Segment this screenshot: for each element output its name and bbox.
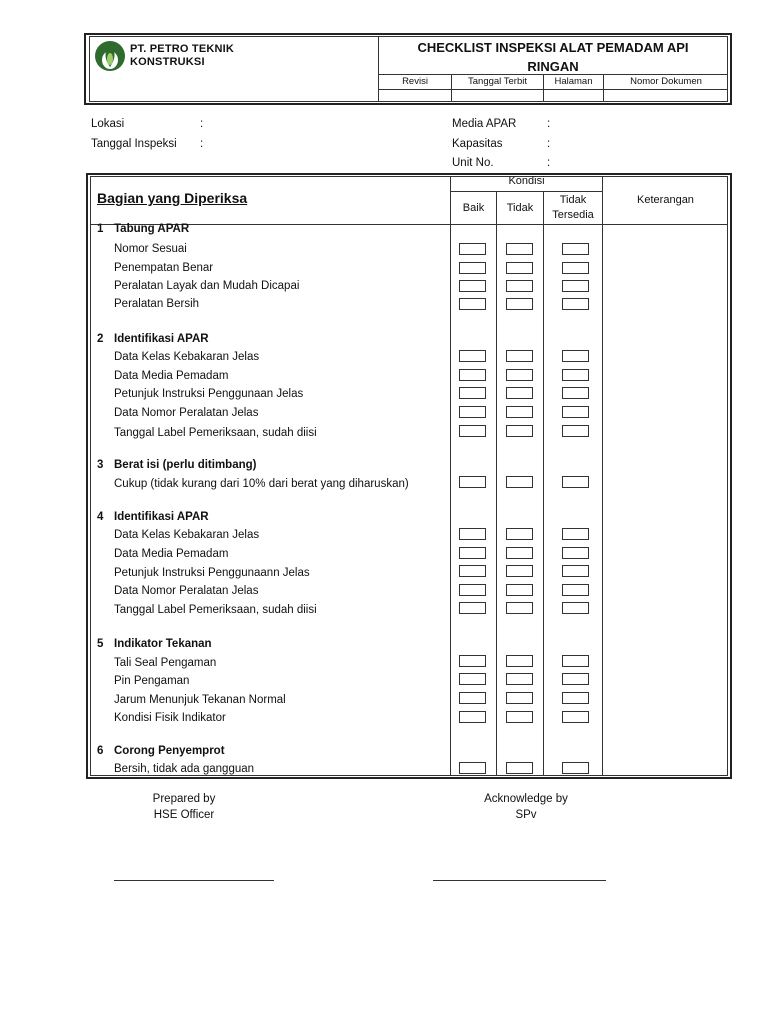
checkbox-baik[interactable] [459,262,486,274]
company-logo-icon [94,40,126,72]
checkbox-tidak[interactable] [506,547,533,559]
checkbox-tidak[interactable] [506,762,533,774]
header-meta-mid-rule [378,89,728,90]
checkbox-tidak-tersedia[interactable] [562,476,589,488]
checkbox-tidak[interactable] [506,673,533,685]
checkbox-baik[interactable] [459,476,486,488]
section-6-title: Corong Penyemprot [114,745,225,757]
checkbox-tidak[interactable] [506,425,533,437]
checkbox-tidak-tersedia[interactable] [562,655,589,667]
checklist-item: Nomor Sesuai [114,243,187,255]
checklist-item: Penempatan Benar [114,262,214,274]
checkbox-tidak[interactable] [506,711,533,723]
meta-nomor-dokumen-label: Nomor Dokumen [630,76,702,87]
checkbox-tidak[interactable] [506,298,533,310]
field-tanggal-inspeksi-colon: : [200,138,204,150]
checkbox-tidak[interactable] [506,602,533,614]
col-tidak-tersedia-header [544,193,602,223]
checkbox-tidak-tersedia[interactable] [562,243,589,255]
checkbox-tidak-tersedia[interactable] [562,762,589,774]
checkbox-baik[interactable] [459,584,486,596]
section-5-number: 5 [97,638,104,650]
field-kapasitas-colon: : [547,138,551,150]
col-tidak-header: Tidak [506,202,534,214]
acknowledge-by-block [456,791,596,823]
checkbox-tidak-tersedia[interactable] [562,350,589,362]
checkbox-baik[interactable] [459,425,486,437]
acknowledge-by-label: Acknowledge by [484,793,568,805]
field-tanggal-inspeksi-label: Tanggal Inspeksi [91,138,177,150]
header-divider [378,36,379,102]
document-title [380,38,726,76]
checkbox-baik[interactable] [459,565,486,577]
checklist-item: Pin Pengaman [114,675,190,687]
field-unit-no-label: Unit No. [452,157,494,169]
section-5-title: Indikator Tekanan [114,638,212,650]
checkbox-tidak[interactable] [506,584,533,596]
checkbox-baik[interactable] [459,692,486,704]
checkbox-tidak-tersedia[interactable] [562,298,589,310]
field-media-apar-label: Media APAR [452,118,517,130]
checkbox-tidak[interactable] [506,406,533,418]
section-1-title: Tabung APAR [114,223,190,235]
checkbox-tidak-tersedia[interactable] [562,692,589,704]
signature-line-prepared[interactable] [114,880,274,881]
checkbox-tidak[interactable] [506,565,533,577]
checklist-item: Cukup (tidak kurang dari 10% dari berat yang diharuskan) [114,478,409,490]
checkbox-tidak-tersedia[interactable] [562,602,589,614]
document-title-line2: RINGAN [527,59,579,74]
checkbox-tidak[interactable] [506,692,533,704]
checkbox-tidak-tersedia[interactable] [562,711,589,723]
kondisi-header-rule [450,191,602,192]
section-title-bagian: Bagian yang Diperiksa [97,190,248,206]
checklist-item: Bersih, tidak ada gangguan [114,763,255,775]
checkbox-baik[interactable] [459,387,486,399]
section-4-title: Identifikasi APAR [114,511,209,523]
column-divider [496,191,497,776]
field-lokasi-label: Lokasi [91,118,125,130]
section-6-number: 6 [97,745,104,757]
checkbox-tidak-tersedia[interactable] [562,565,589,577]
prepared-by-label: Prepared by [152,793,216,805]
checklist-item: Data Media Pemadam [114,548,229,560]
column-divider [450,176,451,776]
checkbox-tidak-tersedia[interactable] [562,425,589,437]
checklist-item: Tali Seal Pengaman [114,657,217,669]
meta-halaman-label: Halaman [554,76,593,87]
checkbox-baik[interactable] [459,350,486,362]
checklist-item: Peralatan Layak dan Mudah Dicapai [114,280,300,292]
checkbox-tidak[interactable] [506,280,533,292]
checkbox-baik[interactable] [459,298,486,310]
section-2-title: Identifikasi APAR [114,333,209,345]
column-divider [602,176,603,776]
checkbox-tidak-tersedia[interactable] [562,584,589,596]
col-tidak-tersedia-line1: Tidak [559,194,587,206]
checkbox-baik[interactable] [459,243,486,255]
kondisi-header: Kondisi [508,175,545,187]
document-title-line1: CHECKLIST INSPEKSI ALAT PEMADAM API [417,40,689,55]
checklist-item: Peralatan Bersih [114,298,200,310]
company-name-line2: KONSTRUKSI [130,56,205,68]
checkbox-baik[interactable] [459,711,486,723]
checklist-item: Data Kelas Kebakaran Jelas [114,529,260,541]
checkbox-tidak[interactable] [506,350,533,362]
meta-revisi-label: Revisi [402,76,428,87]
checkbox-tidak-tersedia[interactable] [562,280,589,292]
section-3-title: Berat isi (perlu ditimbang) [114,459,257,471]
checkbox-tidak[interactable] [506,369,533,381]
checkbox-baik[interactable] [459,280,486,292]
prepared-by-block [114,791,254,823]
checkbox-baik[interactable] [459,369,486,381]
checkbox-baik[interactable] [459,655,486,667]
column-divider [543,191,544,776]
checkbox-tidak-tersedia[interactable] [562,369,589,381]
meta-tanggal-terbit-label: Tanggal Terbit [468,76,527,87]
checkbox-baik[interactable] [459,528,486,540]
acknowledge-by-role: SPv [515,809,537,821]
field-media-apar-colon: : [547,118,551,130]
field-unit-no-colon: : [547,157,551,169]
col-keterangan-header: Keterangan [637,194,694,206]
checkbox-baik[interactable] [459,762,486,774]
field-lokasi-colon: : [200,118,204,130]
company-name-line1: PT. PETRO TEKNIK [130,43,235,55]
checkbox-tidak-tersedia[interactable] [562,547,589,559]
checkbox-tidak-tersedia[interactable] [562,528,589,540]
checkbox-baik[interactable] [459,406,486,418]
checkbox-baik[interactable] [459,547,486,559]
checkbox-tidak-tersedia[interactable] [562,387,589,399]
company-name [130,43,234,69]
checklist-item: Tanggal Label Pemeriksaan, sudah diisi [114,604,317,616]
col-tidak-tersedia-line2: Tersedia [552,209,594,221]
checklist-item: Tanggal Label Pemeriksaan, sudah diisi [114,427,317,439]
checklist-item: Petunjuk Instruksi Penggunaan Jelas [114,388,304,400]
section-3-number: 3 [97,459,104,471]
checklist-item: Petunjuk Instruksi Penggunaann Jelas [114,567,310,579]
checklist-item: Data Media Pemadam [114,370,229,382]
checklist-item: Data Nomor Peralatan Jelas [114,407,259,419]
checkbox-tidak[interactable] [506,528,533,540]
section-4-number: 4 [97,511,104,523]
checkbox-tidak[interactable] [506,262,533,274]
checkbox-tidak[interactable] [506,476,533,488]
checklist-item: Jarum Menunjuk Tekanan Normal [114,694,286,706]
checkbox-tidak[interactable] [506,387,533,399]
checklist-item: Kondisi Fisik Indikator [114,712,226,724]
field-kapasitas-label: Kapasitas [452,138,503,150]
col-baik-header: Baik [462,202,485,214]
checkbox-tidak-tersedia[interactable] [562,262,589,274]
checkbox-baik[interactable] [459,602,486,614]
prepared-by-role: HSE Officer [153,809,215,821]
section-2-number: 2 [97,333,104,345]
signature-line-acknowledge[interactable] [433,880,606,881]
checkbox-tidak-tersedia[interactable] [562,673,589,685]
section-1-number: 1 [97,223,104,235]
checkbox-tidak[interactable] [506,243,533,255]
checkbox-tidak-tersedia[interactable] [562,406,589,418]
checklist-item: Data Kelas Kebakaran Jelas [114,351,260,363]
checkbox-tidak[interactable] [506,655,533,667]
checklist-item: Data Nomor Peralatan Jelas [114,585,259,597]
checkbox-baik[interactable] [459,673,486,685]
